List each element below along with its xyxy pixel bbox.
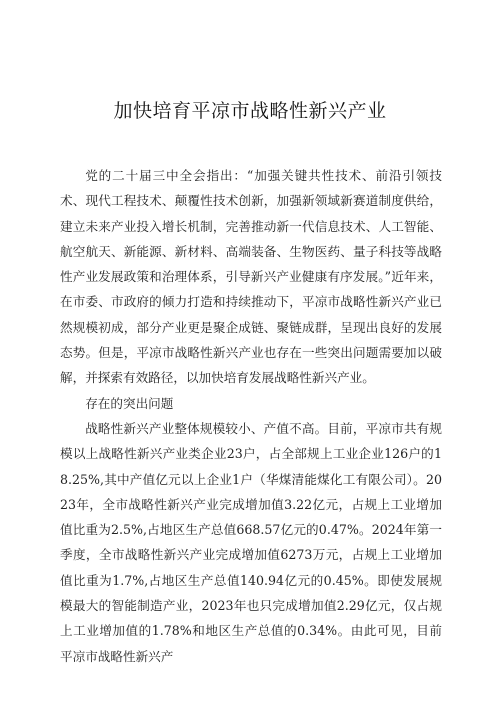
document-body xyxy=(60,163,442,669)
section-heading: 存在的突出问题 xyxy=(85,395,174,411)
document-title: 加快培育平凉市战略性新兴产业 xyxy=(113,100,387,122)
section-paragraph: 战略性新兴产业整体规模较小、产值不高。目前，平凉市共有规模以上战略性新兴产业类企业23户，占全部规上工业企业126户的18.25%,其中产值亿元以上企业1户（华煤清能煤化工有限公司）。2023年，全市战略性新兴产业完成增加值3.22亿元，占规上工业增加值比重为2.5%,占地区生产总值668.57亿元的0.47%。2024年第一季度，全市战略性新兴产业完成增加值6273万元，占规上工业增加值比重为1.7%,占地区生产总值140.94亿元的0.45%。即使发展规模最大的智能制造产业，2023年也只完成增加值2.29亿元，仅占规上工业增加值的1.78%和地区生产总值的0.34%。由此可见，目前平凉市战略性新兴产 xyxy=(60,420,442,664)
intro-paragraph: 党的二十届三中全会指出：“加强关键共性技术、前沿引领技术、现代工程技术、颠覆性技术创新，加强新领域新赛道制度供给，建立未来产业投入增长机制，完善推动新一代信息技术、人工智能、航空航天、新能源、新材料、高端装备、生物医药、量子科技等战略性产业发展政策和治理体系，引导新兴产业健康有序发展。”近年来，在市委、市政府的倾力打造和持续推动下，平凉市战略性新兴产业已然规模初成，部分产业更是聚企成链、聚链成群，呈现出良好的发展态势。但是，平凉市战略性新兴产业也存在一些突出问题需要加以破解，并探索有效路径，以加快培育发展战略性新兴产业。 xyxy=(60,168,442,386)
